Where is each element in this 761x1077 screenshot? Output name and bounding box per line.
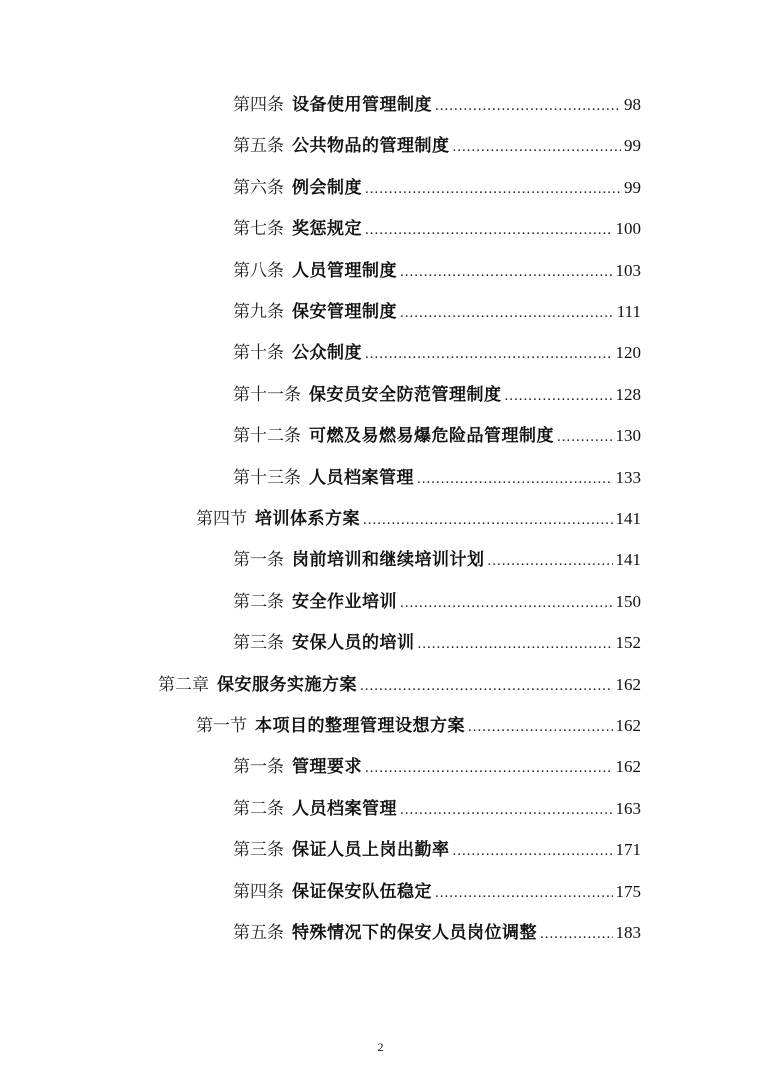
toc-entry[interactable]: [196, 504, 641, 534]
toc-dot-leader: [417, 471, 613, 488]
toc-dot-leader: [365, 346, 613, 363]
toc-entry[interactable]: [233, 835, 641, 865]
toc-entry-number: 第一节: [196, 716, 247, 736]
toc-entry-title: 保安员安全防范管理制度: [309, 384, 502, 405]
toc-entry-page: 128: [615, 384, 641, 404]
toc-entry-title: 保安服务实施方案: [217, 674, 357, 695]
toc-entry-page: 163: [615, 798, 641, 818]
toc-entry[interactable]: [233, 338, 641, 368]
toc-entry-page: 99: [624, 177, 641, 197]
toc-entry-page: 141: [615, 550, 641, 570]
toc-entry[interactable]: [233, 214, 641, 244]
toc-entry[interactable]: [233, 131, 641, 161]
toc-entry-number: 第四条: [233, 881, 284, 902]
toc-entry-number: 第八条: [233, 260, 284, 281]
toc-entry-title: 保安管理制度: [292, 302, 397, 322]
toc-dot-leader: [453, 139, 622, 156]
toc-entry-number: 第四条: [233, 95, 284, 115]
toc-entry-title: 公共物品的管理制度: [292, 136, 450, 157]
toc-dot-leader: [468, 719, 613, 736]
toc-entry-number: 第一条: [233, 550, 284, 571]
toc-dot-leader: [400, 264, 613, 281]
toc-entry-number: 第一条: [233, 757, 284, 778]
toc-dot-leader: [365, 222, 613, 239]
toc-dot-leader: [453, 843, 613, 860]
toc-entry-page: 150: [615, 591, 641, 611]
toc-entry-page: 162: [615, 674, 641, 694]
toc-entry-page: 152: [615, 633, 641, 653]
toc-entry-title: 培训体系方案: [255, 509, 360, 529]
toc-entry[interactable]: [233, 256, 641, 286]
toc-entry-page: 162: [615, 716, 641, 735]
toc-entry-number: 第十三条: [233, 467, 301, 488]
toc-entry-number: 第二条: [233, 798, 284, 819]
toc-entry-number: 第三条: [233, 840, 284, 861]
toc-entry[interactable]: [233, 173, 641, 203]
toc-entry-page: 130: [615, 426, 641, 446]
toc-dot-leader: [488, 553, 613, 570]
toc-entry[interactable]: [196, 711, 641, 741]
toc-entry-title: 保证保安队伍稳定: [292, 881, 432, 902]
toc-entry-title: 本项目的整理管理设想方案: [255, 716, 465, 736]
toc-entry-title: 人员档案管理: [292, 798, 397, 819]
toc-entry[interactable]: [158, 670, 641, 700]
toc-dot-leader: [557, 429, 613, 446]
toc-dot-leader: [363, 512, 613, 529]
toc-entry-page: 103: [615, 260, 641, 280]
toc-entry-title: 可燃及易燃易爆危险品管理制度: [309, 426, 554, 447]
toc-entry-number: 第三条: [233, 633, 284, 654]
toc-entry[interactable]: [233, 90, 641, 120]
toc-entry-title: 安全作业培训: [292, 591, 397, 612]
toc-entry-page: 133: [615, 467, 641, 487]
toc-entry-number: 第五条: [233, 923, 284, 943]
toc-entry-number: 第七条: [233, 219, 284, 240]
toc-entry-number: 第二条: [233, 591, 284, 612]
page-number: 2: [377, 1040, 384, 1054]
toc-entry-page: 175: [615, 881, 641, 901]
toc-entry-number: 第五条: [233, 136, 284, 157]
toc-entry-title: 特殊情况下的保安人员岗位调整: [292, 923, 537, 943]
toc-entry-page: 141: [615, 509, 641, 528]
toc-entry-page: 111: [616, 302, 641, 321]
toc-entry[interactable]: [233, 463, 641, 493]
toc-dot-leader: [365, 760, 613, 777]
toc-entry[interactable]: [233, 918, 641, 948]
toc-entry[interactable]: [233, 628, 641, 658]
toc-dot-leader: [400, 305, 614, 322]
toc-entry-page: 99: [624, 136, 641, 156]
toc-entry[interactable]: [233, 877, 641, 907]
toc-entry[interactable]: [233, 587, 641, 617]
toc-dot-leader: [540, 926, 613, 943]
toc-entry-number: 第六条: [233, 177, 284, 198]
toc-entry-number: 第十一条: [233, 384, 301, 405]
toc-dot-leader: [365, 181, 621, 198]
toc-entry-title: 设备使用管理制度: [292, 95, 432, 115]
toc-entry-title: 安保人员的培训: [292, 633, 415, 654]
toc-entry-title: 奖惩规定: [292, 219, 362, 240]
toc-entry[interactable]: [233, 794, 641, 824]
toc-entry-number: 第十条: [233, 343, 284, 364]
toc-dot-leader: [435, 98, 621, 115]
toc-dot-leader: [400, 595, 613, 612]
toc-entry-title: 保证人员上岗出勤率: [292, 840, 450, 861]
toc-entry-page: 98: [624, 95, 641, 114]
toc-entry[interactable]: [233, 421, 641, 451]
toc-entry-title: 人员管理制度: [292, 260, 397, 281]
toc-entry-number: 第二章: [158, 674, 209, 695]
toc-entry[interactable]: [233, 752, 641, 782]
toc-dot-leader: [505, 388, 613, 405]
toc-dot-leader: [400, 802, 613, 819]
toc-entry[interactable]: [233, 297, 641, 327]
toc-entry-page: 183: [615, 923, 641, 942]
toc-entry-number: 第九条: [233, 302, 284, 322]
toc-entry-title: 岗前培训和继续培训计划: [292, 550, 485, 571]
toc-entry[interactable]: [233, 380, 641, 410]
toc-entry-number: 第四节: [196, 509, 247, 529]
toc-entry-title: 人员档案管理: [309, 467, 414, 488]
toc-entry-page: 171: [615, 840, 641, 860]
toc-entry-number: 第十二条: [233, 426, 301, 447]
toc-entry-title: 公众制度: [292, 343, 362, 364]
toc-dot-leader: [418, 636, 613, 653]
toc-entry-title: 例会制度: [292, 177, 362, 198]
toc-dot-leader: [360, 678, 613, 695]
toc-entry-title: 管理要求: [292, 757, 362, 778]
toc-entry-page: 100: [615, 219, 641, 239]
toc-entry[interactable]: [233, 545, 641, 575]
toc-dot-leader: [435, 885, 613, 902]
toc-entry-page: 162: [615, 757, 641, 777]
toc-entry-page: 120: [615, 343, 641, 363]
